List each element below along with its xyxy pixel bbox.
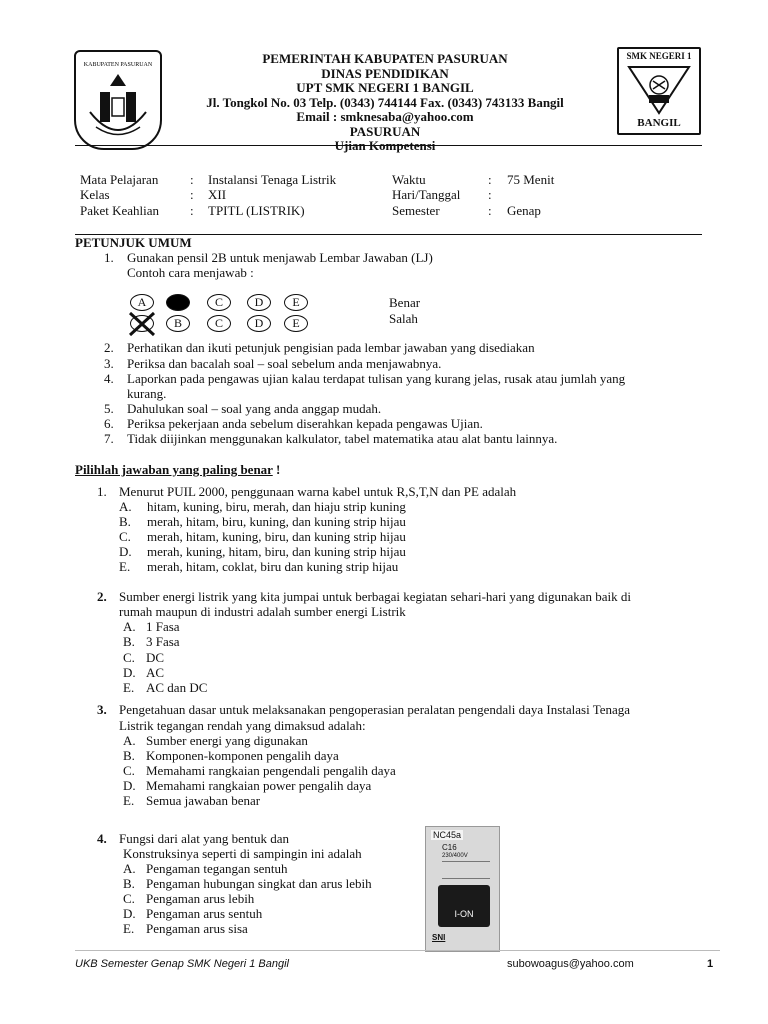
salah-label: Salah [389, 311, 418, 326]
question-text: Listrik tegangan rendah yang dimaksud adalah: [119, 718, 366, 733]
instruction-number: 7. [104, 431, 114, 446]
option-text: merah, hitam, kuning, biru, dan kuning strip hijau [147, 529, 406, 544]
school-logo-bottom: BANGIL [637, 117, 681, 129]
instruction-text: Periksa dan bacalah soal – soal sebelum anda menjawabnya. [127, 356, 442, 371]
instruction-text: kurang. [127, 386, 167, 401]
option-text: AC dan DC [146, 680, 208, 695]
instruction-text: Dahulukan soal – soal yang anda anggap mudah. [127, 401, 382, 416]
section-title [75, 462, 280, 478]
exam-title: Ujian Kompetensi [334, 138, 436, 153]
info-value: TPITL (LISTRIK) [208, 203, 305, 218]
option-letter: D. [123, 665, 136, 680]
option-text: Memahami rangkaian power pengalih daya [146, 778, 372, 793]
option-letter: C. [123, 763, 135, 778]
info-label: Semester [392, 203, 440, 218]
footer-email: subowoagus@yahoo.com [507, 958, 634, 970]
info-label: Mata Pelajaran [80, 172, 159, 187]
option-text: DC [146, 650, 165, 665]
option-text: Pengaman tegangan sentuh [146, 861, 288, 876]
instruction-number: 4. [104, 371, 114, 386]
footer-divider [75, 950, 720, 951]
option-text: AC [146, 665, 165, 680]
instruction-number: 3. [104, 356, 114, 371]
option-text: Sumber energi yang digunakan [146, 733, 308, 748]
header-block [150, 52, 620, 154]
sni-mark: SNI [432, 933, 446, 942]
question-text: Konstruksinya seperti di sampingin ini adalah [123, 846, 362, 861]
info-value: Genap [507, 203, 541, 218]
option-letter: A. [123, 861, 136, 876]
info-label: Waktu [392, 172, 426, 187]
question-text: Sumber energi listrik yang kita jumpai untuk berbagai kegiatan sehari-hari yang digunakan baik di [119, 589, 632, 604]
header-line: PASURUAN [349, 123, 421, 139]
mcb-spec-lines [442, 861, 490, 879]
option-text: Komponen-komponen pengalih daya [146, 748, 339, 763]
option-letter: A. [119, 499, 132, 514]
question-text: Fungsi dari alat yang bentuk dan [119, 831, 290, 846]
header-line: Jl. Tongkol No. 03 Telp. (0343) 744144 Fax. (0343) 743133 Bangil [206, 94, 564, 110]
example-label: Contoh cara menjawab : [127, 265, 254, 280]
regency-emblem [74, 50, 162, 150]
option-letter: B. [123, 876, 135, 891]
option-letter: E. [119, 559, 131, 574]
instruction-text: Perhatikan dan ikuti petunjuk pengisian pada lembar jawaban yang disediakan [127, 340, 535, 355]
option-text: merah, hitam, biru, kuning, dan kuning strip hijau [147, 514, 406, 529]
info-label: Kelas [80, 187, 110, 202]
option-letter: E. [123, 793, 135, 808]
option-letter: A. [123, 733, 136, 748]
answer-bubble: D [247, 315, 271, 332]
instructions-title: PETUNJUK UMUM [75, 235, 192, 250]
mcb-voltage: 230/400V [442, 853, 468, 859]
option-letter: C. [123, 650, 135, 665]
answer-bubble: B [166, 315, 190, 332]
option-letter: D. [119, 544, 132, 559]
info-value: Instalansi Tenaga Listrik [208, 172, 337, 187]
school-logo-top: SMK NEGERI 1 [626, 51, 692, 61]
instruction-number: 6. [104, 416, 114, 431]
info-label: Paket Keahlian [80, 203, 160, 218]
info-colon: : [488, 187, 492, 202]
info-colon: : [190, 187, 194, 202]
mcb-switch-label: I-ON [454, 909, 474, 919]
option-text: Pengaman arus lebih [146, 891, 255, 906]
option-text: Pengaman hubungan singkat dan arus lebih [146, 876, 372, 891]
header-divider [75, 145, 702, 146]
mcb-rating: C16 [442, 843, 457, 852]
option-letter: B. [123, 748, 135, 763]
option-text: Semua jawaban benar [146, 793, 261, 808]
info-colon: : [190, 172, 194, 187]
option-text: Pengaman arus sentuh [146, 906, 263, 921]
option-text: 1 Fasa [146, 619, 180, 634]
page-number: 1 [707, 958, 714, 970]
answer-bubble-crossed [130, 315, 154, 332]
option-text: 3 Fasa [146, 634, 180, 649]
footer-left: UKB Semester Genap SMK Negeri 1 Bangil [75, 958, 289, 970]
option-letter: B. [119, 514, 131, 529]
section-title-suffix: ! [272, 462, 281, 477]
option-letter: B. [123, 634, 135, 649]
mcb-switch [438, 885, 490, 927]
header-line: UPT SMK NEGERI 1 BANGIL [296, 80, 474, 95]
info-value: 75 Menit [507, 172, 555, 187]
option-text: merah, hitam, coklat, biru dan kuning strip hijau [147, 559, 399, 574]
option-text: hitam, kuning, biru, merah, dan hiaju strip kuning [147, 499, 406, 514]
option-text: merah, kuning, hitam, biru, dan kuning strip hijau [147, 544, 406, 559]
option-letter: C. [119, 529, 131, 544]
question-text: Menurut PUIL 2000, penggunaan warna kabel untuk R,S,T,N dan PE adalah [119, 484, 517, 499]
option-letter: E. [123, 680, 135, 695]
info-value: XII [208, 187, 227, 202]
answer-bubble-filled [166, 294, 190, 311]
option-letter: D. [123, 778, 136, 793]
mcb-model: NC45a [433, 830, 462, 840]
info-label: Hari/Tanggal [392, 187, 461, 202]
answer-bubble: C [207, 315, 231, 332]
option-letter: E. [123, 921, 135, 936]
header-line: PEMERINTAH KABUPATEN PASURUAN [262, 51, 508, 66]
instruction-text: Tidak diijinkan menggunakan kalkulator, tabel matematika atau alat bantu lainnya. [127, 431, 558, 446]
info-colon: : [190, 203, 194, 218]
header-line: DINAS PENDIDIKAN [321, 65, 449, 81]
instruction-number: 2. [104, 340, 114, 355]
header-line: Email : smknesaba@yahoo.com [296, 109, 474, 124]
instruction-text: Gunakan pensil 2B untuk menjawab Lembar Jawaban (LJ) [127, 250, 433, 265]
question-number: 4. [97, 831, 107, 846]
instruction-number: 1. [104, 250, 114, 265]
answer-bubble: D [247, 294, 271, 311]
answer-bubble: A [130, 294, 154, 311]
question-text: Pengetahuan dasar untuk melaksanakan pengoperasian peralatan pengendali daya Instalasi Tenaga [119, 702, 631, 717]
instruction-number: 5. [104, 401, 114, 416]
instruction-text: Periksa pekerjaan anda sebelum diserahkan kepada pengawas Ujian. [127, 416, 483, 431]
answer-bubble: E [284, 315, 308, 332]
answer-bubble: C [207, 294, 231, 311]
section-title-text: Pilihlah jawaban yang paling benar [75, 462, 273, 477]
answer-bubble: E [284, 294, 308, 311]
option-letter: A. [123, 619, 136, 634]
info-colon: : [488, 172, 492, 187]
option-text: Memahami rangkaian pengendali pengalih daya [146, 763, 396, 778]
option-text: Pengaman arus sisa [146, 921, 248, 936]
option-letter: C. [123, 891, 135, 906]
benar-label: Benar [389, 295, 421, 310]
question-text: rumah maupun di industri adalah sumber energi Listrik [119, 604, 406, 619]
instruction-text: Laporkan pada pengawas ujian kalau terdapat tulisan yang kurang jelas, rusak atau jumlah yang [127, 371, 626, 386]
mcb-photo [425, 826, 500, 952]
emblem-text: KABUPATEN PASURUAN [83, 62, 153, 68]
question-number: 1. [97, 484, 107, 499]
question-number: 3. [97, 702, 107, 717]
school-logo [617, 47, 701, 135]
question-number: 2. [97, 589, 107, 604]
info-colon: : [488, 203, 492, 218]
option-letter: D. [123, 906, 136, 921]
